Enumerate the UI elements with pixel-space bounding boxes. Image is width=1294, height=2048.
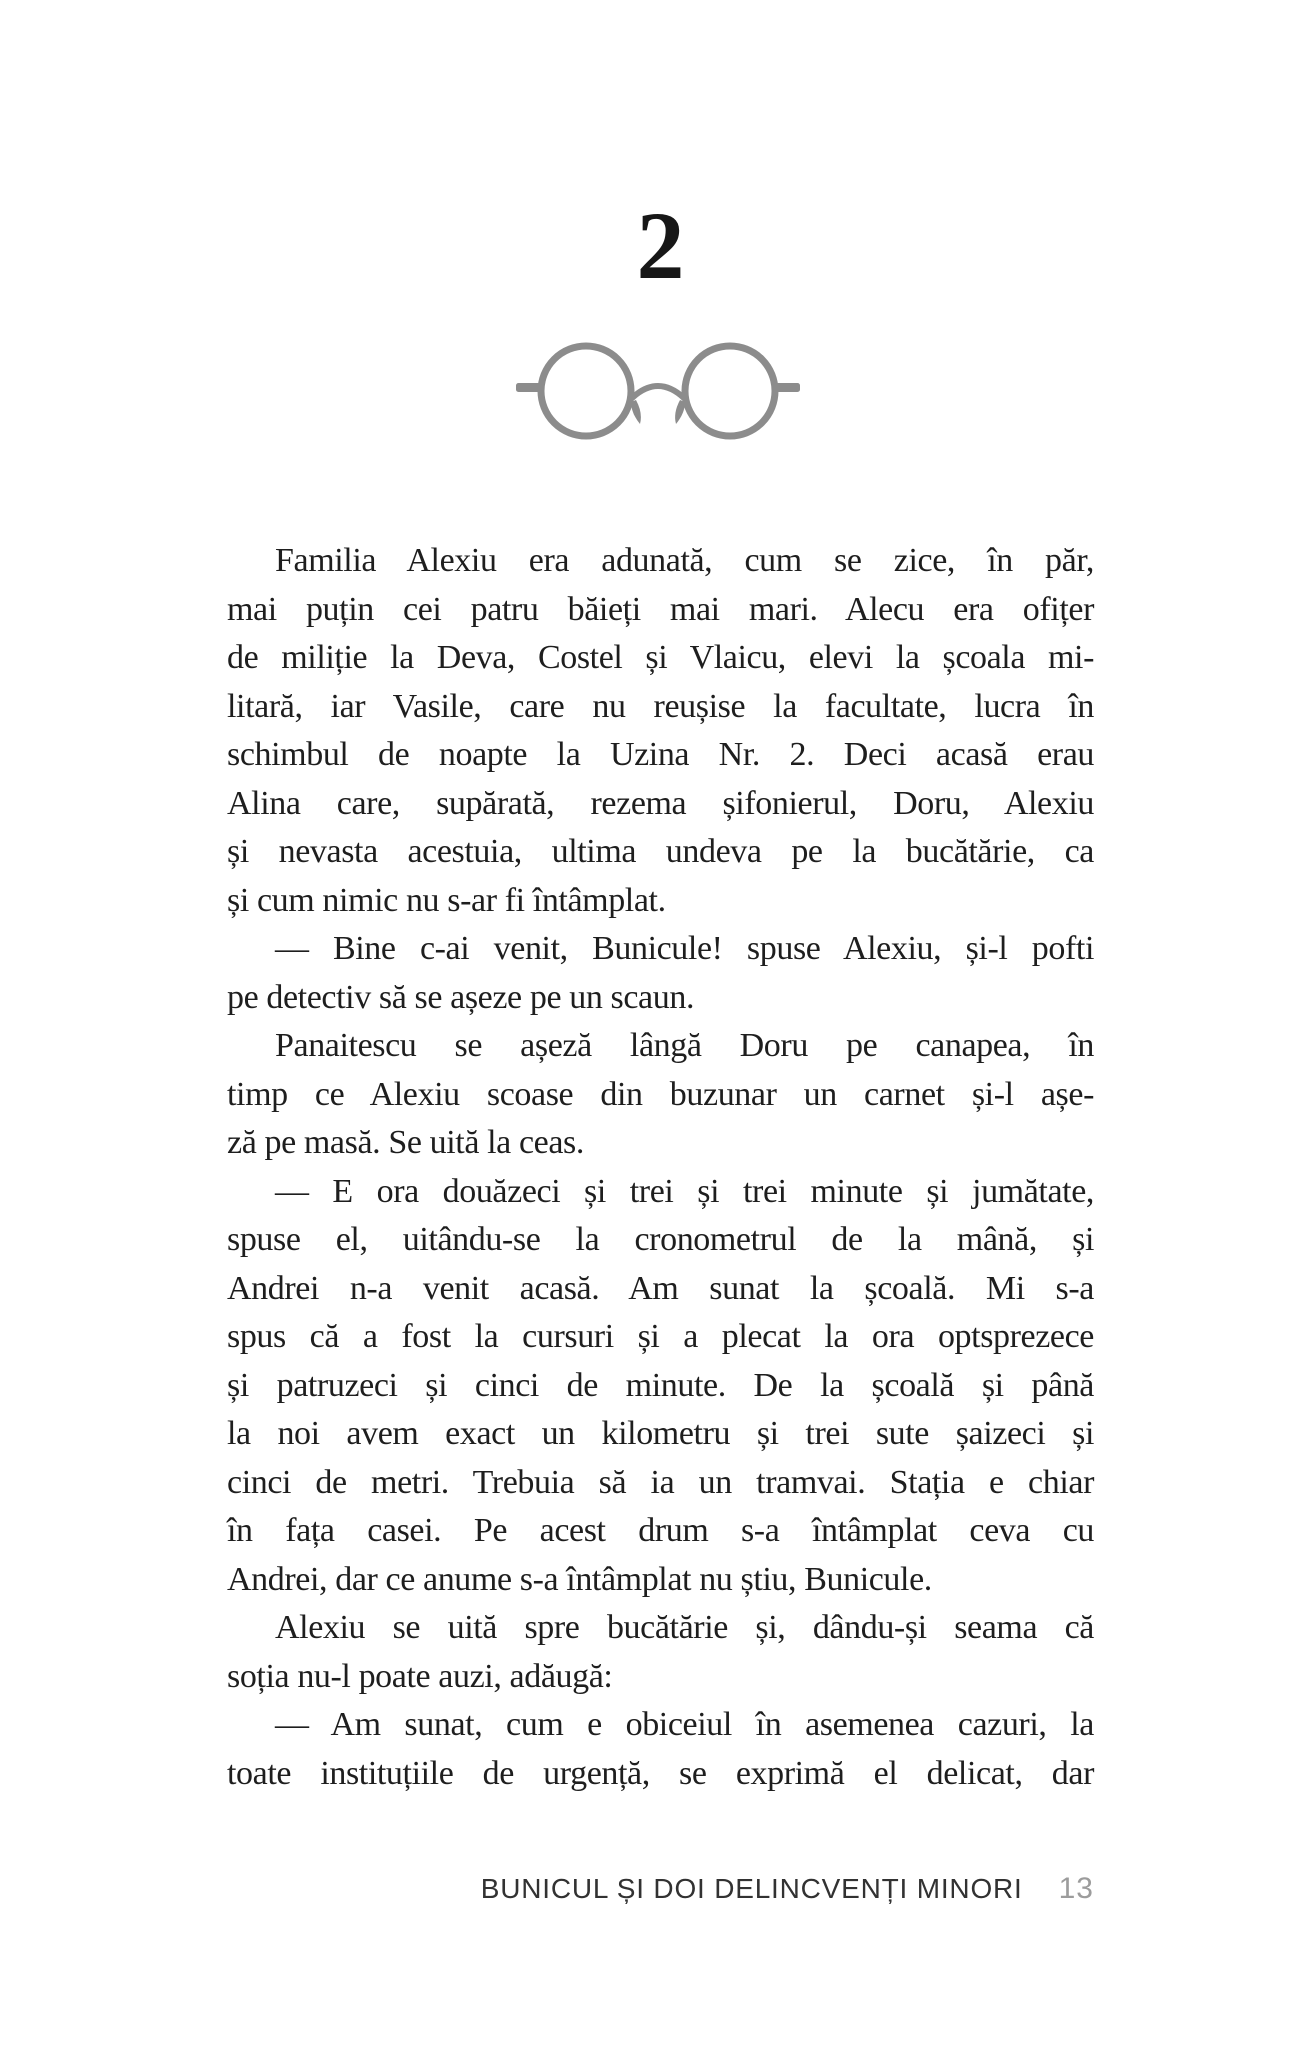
text-line: Alina care, supărată, rezema șifonierul, Doru, Alexiu	[227, 784, 1094, 822]
text-line: toate instituțiile de urgență, se exprimă el delicat, dar	[227, 1754, 1094, 1792]
text-line: soția nu-l poate auzi, adăugă:	[227, 1657, 613, 1695]
running-title: BUNICUL ȘI DOI DELINCVENȚI MINORI	[480, 1873, 1023, 1904]
text-line: — Am sunat, cum e obiceiul în asemenea cazuri, la	[275, 1706, 1094, 1743]
text-line: — Bine c-ai venit, Bunicule! spuse Alexiu, și-l pofti	[275, 930, 1094, 967]
text-line: ză pe masă. Se uită la ceas.	[227, 1124, 584, 1161]
text-line: Alexiu se uită spre bucătărie și, dându-și seama că	[275, 1609, 1094, 1646]
text-line: mai puțin cei patru băieți mai mari. Alecu era ofițer	[227, 590, 1094, 628]
text-line: și patruzeci și cinci de minute. De la școală și până	[227, 1366, 1094, 1404]
text-line: schimbul de noapte la Uzina Nr. 2. Deci acasă erau	[227, 736, 1094, 773]
footer	[481, 1872, 1094, 1906]
text-line: și cum nimic nu s-ar fi întâmplat.	[227, 881, 666, 919]
text-line: Familia Alexiu era adunată, cum se zice, în păr,	[275, 542, 1094, 579]
glasses-icon	[508, 334, 808, 446]
body-text	[227, 537, 1094, 1798]
text-line: — E ora douăzeci și trei și trei minute și jumătate,	[275, 1172, 1094, 1210]
text-line: timp ce Alexiu scoase din buzunar un carnet și-l așe-	[227, 1075, 1094, 1113]
text-line: cinci de metri. Trebuia să ia un tramvai. Stația e chiar	[227, 1463, 1094, 1501]
text-line: în fața casei. Pe acest drum s-a întâmplat ceva cu	[227, 1512, 1094, 1549]
text-line: spuse el, uitându-se la cronometrul de la mână, și	[227, 1221, 1094, 1258]
text-line: și nevasta acestuia, ultima undeva pe la bucătărie, ca	[227, 833, 1094, 870]
text-line: de miliție la Deva, Costel și Vlaicu, elevi la școala mi-	[227, 639, 1094, 676]
text-line: Panaitescu se așeză lângă Doru pe canapea, în	[275, 1027, 1094, 1064]
text-line: litară, iar Vasile, care nu reușise la facultate, lucra în	[227, 687, 1094, 725]
text-line: spus că a fost la cursuri și a plecat la ora optsprezece	[227, 1318, 1094, 1355]
page-number: 13	[1058, 1872, 1094, 1905]
text-line: pe detectiv să se așeze pe un scaun.	[227, 978, 695, 1016]
chapter-number: 2	[636, 192, 685, 299]
text-line: Andrei, dar ce anume s-a întâmplat nu știu, Bunicule.	[227, 1560, 932, 1598]
text-line: Andrei n-a venit acasă. Am sunat la școală. Mi s-a	[227, 1269, 1094, 1307]
text-line: la noi avem exact un kilometru și trei sute șaizeci și	[227, 1415, 1094, 1452]
